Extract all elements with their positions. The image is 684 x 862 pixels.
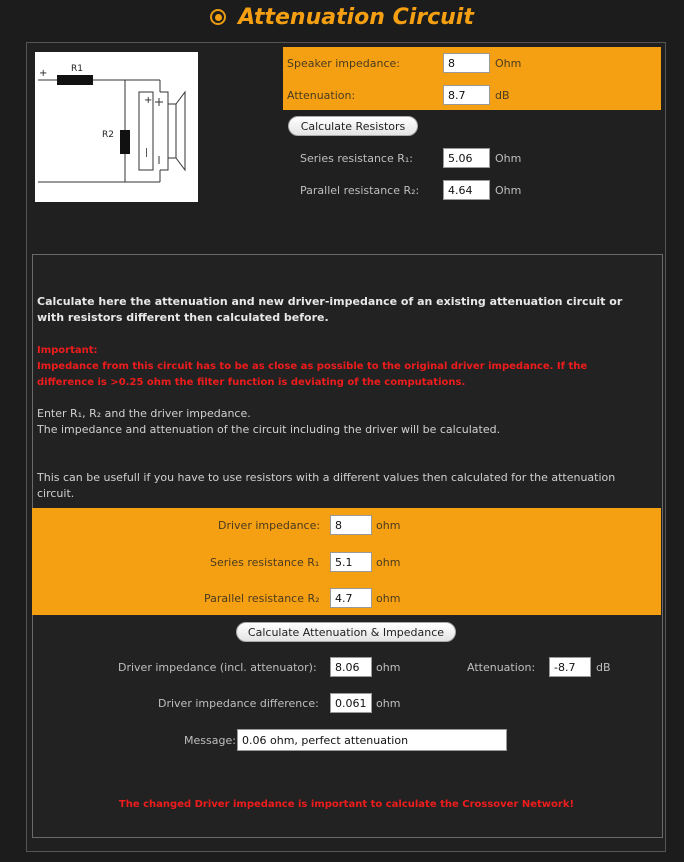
series-resistance-unit: Ohm: [495, 152, 522, 165]
speaker-minus-label: |: [145, 148, 149, 158]
page-title: Attenuation Circuit: [238, 4, 474, 30]
enter-instruction: Enter R₁, R₂ and the driver impedance.: [37, 407, 251, 420]
radio-bullet-icon: [210, 9, 226, 25]
attenuation-label: Attenuation:: [287, 89, 356, 102]
result-attenuation-output[interactable]: -8.7: [549, 657, 591, 677]
calculate-resistors-button[interactable]: Calculate Resistors: [288, 116, 418, 136]
important-text: Impedance from this circuit has to be as close as possible to the original driver impedance. If the difference is >0.25 ohm the filter function is deviating of the computations.: [37, 361, 588, 388]
calculate-attenuation-impedance-button[interactable]: Calculate Attenuation & Impedance: [236, 622, 456, 642]
message-label: Message:: [184, 734, 236, 747]
usefulness-note: This can be usefull if you have to use resistors with a different values then calculated for the attenuation circuit.: [37, 471, 616, 500]
series-resistance-r1-label: Series resistance R₁: [210, 556, 320, 569]
driver-impedance-input[interactable]: 8: [330, 515, 372, 535]
parallel-resistance-r2-unit: ohm: [376, 592, 401, 605]
attenuation-unit: dB: [495, 89, 510, 102]
parallel-resistance-unit: Ohm: [495, 184, 522, 197]
parallel-resistance-r2-input[interactable]: 4.7: [330, 588, 372, 608]
crossover-warning: The changed Driver impedance is important to calculate the Crossover Network!: [118, 799, 575, 810]
result-impedance-output[interactable]: 8.06: [330, 657, 372, 677]
driver-impedance-label: Driver impedance:: [218, 519, 321, 532]
result-attenuation-unit: dB: [596, 661, 611, 674]
circuit-schematic-icon: [35, 52, 198, 202]
circuit-diagram: [35, 52, 198, 202]
series-resistance-output[interactable]: 5.06: [443, 148, 490, 168]
impedance-difference-unit: ohm: [376, 697, 401, 710]
attenuation-input[interactable]: 8.7: [443, 85, 490, 105]
important-heading: Important:: [37, 345, 98, 356]
page-header: [0, 0, 684, 34]
impedance-difference-output[interactable]: 0.061: [330, 693, 372, 713]
r2-label: R2: [102, 130, 114, 140]
parallel-resistance-output[interactable]: 4.64: [443, 180, 490, 200]
speaker-impedance-input[interactable]: 8: [443, 53, 490, 73]
parallel-resistance-r2-label: Parallel resistance R₂: [204, 592, 320, 605]
series-resistance-r1-unit: ohm: [376, 556, 401, 569]
speaker-impedance-label: Speaker impedance:: [287, 57, 400, 70]
series-resistance-r1-input[interactable]: 5.1: [330, 552, 372, 572]
result-impedance-unit: ohm: [376, 661, 401, 674]
result-impedance-label: Driver impedance (incl. attenuator):: [118, 661, 317, 674]
parallel-resistance-label: Parallel resistance R₂:: [300, 184, 420, 197]
impedance-difference-label: Driver impedance difference:: [158, 697, 319, 710]
result-attenuation-label: Attenuation:: [467, 661, 536, 674]
driver-impedance-unit: ohm: [376, 519, 401, 532]
series-resistance-label: Series resistance R₁:: [300, 152, 413, 165]
speaker-impedance-unit: Ohm: [495, 57, 522, 70]
calculation-note: The impedance and attenuation of the circuit including the driver will be calculated.: [37, 423, 501, 436]
message-output[interactable]: 0.06 ohm, perfect attenuation: [237, 729, 507, 751]
intro-text: Calculate here the attenuation and new driver-impedance of an existing attenuation circuit or with resistors different then calculated before.: [37, 295, 623, 324]
speaker-plus-label: +: [144, 95, 153, 106]
r1-label: R1: [71, 64, 83, 74]
plus-terminal-label: +: [39, 68, 48, 79]
